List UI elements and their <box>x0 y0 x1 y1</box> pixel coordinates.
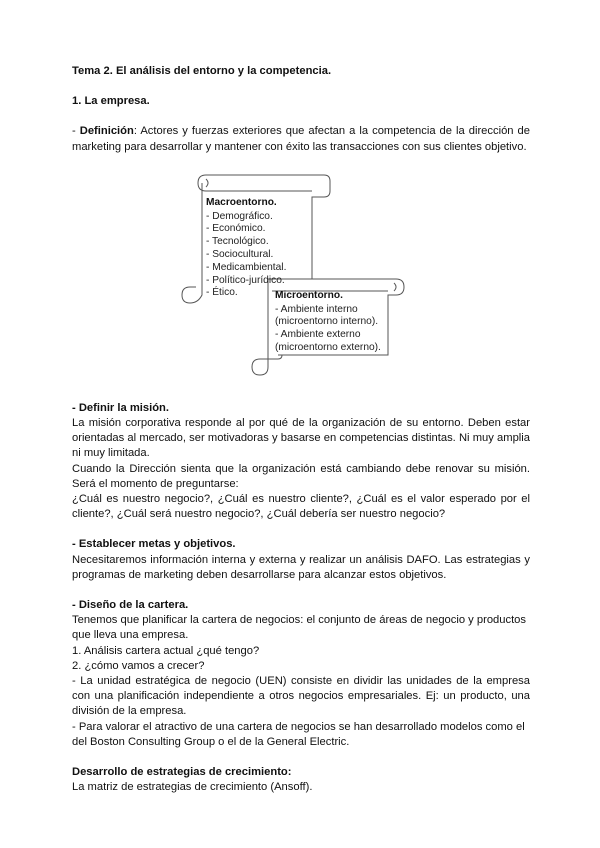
cartera-paragraph-3: - Para valorar el atractivo de una cartera de negocios se han desarrollado modelos como el del Boston Consulting Group o el de la General Electric. <box>72 720 525 748</box>
crecimiento-heading: Desarrollo de estrategias de crecimiento: <box>72 766 292 779</box>
micro-item: - Ambiente externo <box>275 329 361 341</box>
macro-item: - Sociocultural. <box>206 249 274 260</box>
mision-paragraph-2: Cuando la Dirección sienta que la organización está cambiando debe renovar su misión. Será el momento de preguntarse: <box>72 462 530 490</box>
macro-item: - Demográfico. <box>206 210 273 222</box>
crecimiento-paragraph: La matriz de estrategias de crecimiento (Ansoff). <box>72 781 313 794</box>
metas-paragraph: Necesitaremos información interna y externa y realizar un análisis DAFO. Las estrategias y programas de marketing deben desarrollarse para alcanzar estos objetivos. <box>72 553 530 581</box>
document-page <box>72 64 530 795</box>
micro-item: (microentorno externo). <box>275 342 381 353</box>
section-heading: 1. La empresa. <box>72 95 150 108</box>
macro-item: - Económico. <box>206 223 266 235</box>
microentorno-title: Microentorno. <box>275 289 343 301</box>
macro-item: - Medicambiental. <box>206 261 287 273</box>
macroentorno-title: Macroentorno. <box>206 196 277 208</box>
macro-scroll-left <box>182 183 202 303</box>
microentorno-box <box>275 290 381 355</box>
definition-paragraph <box>72 124 530 154</box>
cartera-paragraph-2: - La unidad estratégica de negocio (UEN) consiste en dividir las unidades de la empresa con una planificación independiente a otros negocios empresariales. Ej: un producto, una división de la empresa. <box>72 675 530 718</box>
micro-item: - Ambiente interno <box>275 303 358 315</box>
macro-scroll-curl <box>206 179 208 187</box>
macro-item: - Político-jurídico. <box>206 274 285 286</box>
macro-scroll-top <box>198 175 312 191</box>
cartera-list-item-2: 2. ¿cómo vamos a crecer? <box>72 659 205 672</box>
macro-item: - Ético. <box>206 287 238 299</box>
metas-heading: - Establecer metas y objetivos. <box>72 538 236 551</box>
cartera-paragraph-1: Tenemos que planificar la cartera de negocios: el conjunto de áreas de negocio y productos que lleva una empresa. <box>72 614 526 642</box>
cartera-title: Diseño de la cartera. <box>78 599 189 612</box>
mision-paragraph-1: La misión corporativa responde al por qué de la organización de su entorno. Deben estar orientadas al mercado, ser motivadoras y basarse en competencias distintas. Ni muy amplia ni muy limitada. <box>72 417 530 460</box>
metas-title: Establecer metas y objetivos. <box>78 538 236 551</box>
macroentorno-box <box>206 197 286 300</box>
page-title: Tema 2. El análisis del entorno y la competencia. <box>72 65 332 77</box>
cartera-list-item-1: 1. Análisis cartera actual ¿qué tengo? <box>72 644 260 657</box>
mision-title: Definir la misión. <box>78 401 169 414</box>
cartera-heading: - Diseño de la cartera. <box>72 599 189 612</box>
environment-diagram <box>72 167 530 389</box>
mision-heading: - Definir la misión. <box>72 401 169 414</box>
mision-paragraph-3: ¿Cuál es nuestro negocio?, ¿Cuál es nuestro cliente?, ¿Cuál es el valor esperado por el cliente?, ¿Cuál será nuestro negocio?, ¿Cuál debería ser nuestro negocio? <box>72 493 530 521</box>
definition-label: Definición <box>79 125 134 138</box>
definition-dash: - <box>72 125 80 138</box>
micro-scroll-curl <box>394 283 396 291</box>
definition-text: : Actores y fuerzas exteriores que afectan a la competencia de la dirección de marketing para desarrollar y mantener con éxito las transacciones con sus clientes objetivo. <box>72 125 530 153</box>
macro-item: - Tecnológico. <box>206 236 269 248</box>
micro-item: (microentorno interno). <box>275 316 379 328</box>
